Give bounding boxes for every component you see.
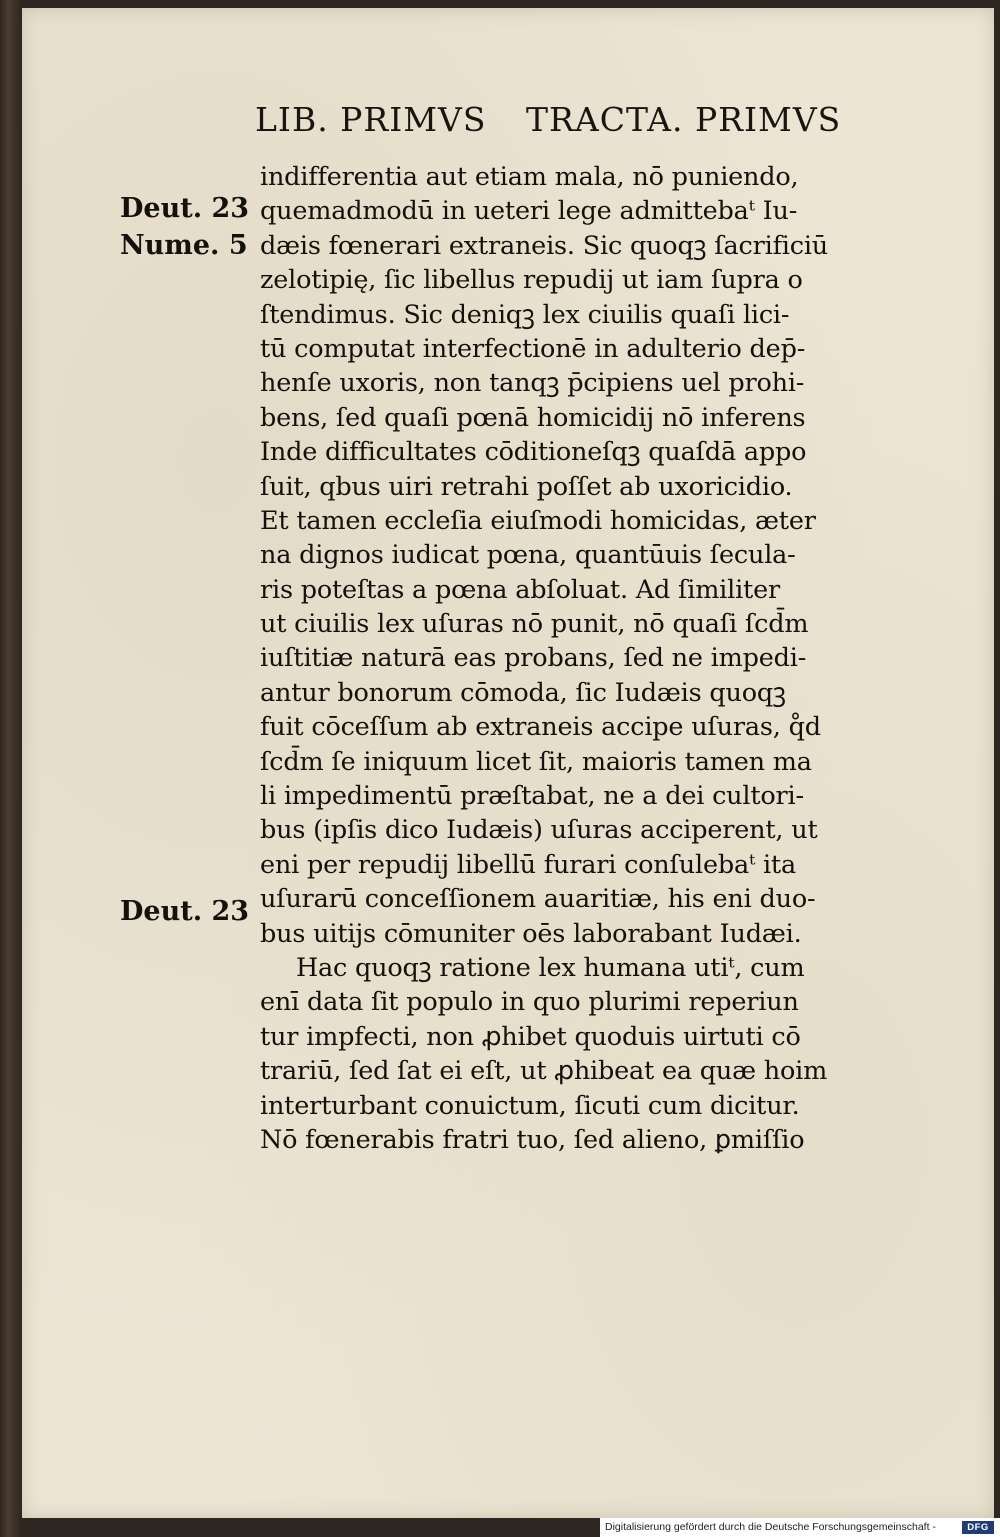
funding-credit: Digitalisierung gefördert durch die Deutsche Forschungsgemeinschaft - bbox=[605, 1521, 936, 1533]
text-line: Nō fœnerabis fratri tuo, ſed alieno, ꝑmiſſio bbox=[260, 1124, 805, 1155]
text-line: bus uitijs cōmuniter oēs laborabant Iudæi. bbox=[260, 918, 802, 949]
text-line: Inde difficultates cōditioneſqꝫ quaſdā appo bbox=[260, 437, 807, 468]
text-line: quemadmodū in ueteri lege admittebaᵗ Iu- bbox=[260, 196, 798, 227]
marginal-note: Deut. 23 bbox=[120, 896, 250, 927]
text-line: iuſtitiæ naturā eas probans, ſed ne impedi- bbox=[260, 643, 807, 674]
text-line: trariū, ſed ſat ei eſt, ut ꝓhibeat ea quæ hoim bbox=[260, 1056, 828, 1087]
text-line: eni per repudij libellū furari conſulebaᵗ ita bbox=[260, 849, 796, 880]
text-line: ſcd̄m ſe iniquum licet ſit, maioris tamen ma bbox=[260, 746, 812, 777]
text-line: fuit cōceſſum ab extraneis accipe uſuras, q̊d bbox=[260, 712, 821, 743]
dfg-logo-icon: DFG bbox=[962, 1521, 994, 1534]
running-head-right: TRACTA. PRIMVS bbox=[526, 100, 842, 139]
text-line: interturbant conuictum, ſicuti cum dicitur. bbox=[260, 1090, 800, 1121]
text-line: ut ciuilis lex uſuras nō punit, nō quaſi ſcd̄m bbox=[260, 609, 809, 640]
text-line: bus (ipſis dico Iudæis) uſuras acciperent, ut bbox=[260, 815, 818, 846]
text-line: zelotipię, ſic libellus repudij ut iam ſupra o bbox=[260, 265, 803, 296]
text-line: antur bonorum cōmoda, ſic Iudæis quoqꝫ bbox=[260, 677, 786, 708]
body-text bbox=[260, 160, 920, 1157]
text-line: Hac quoqꝫ ratione lex humana utiᵗ, cum bbox=[296, 952, 805, 983]
text-line: dæis fœnerari extraneis. Sic quoqꝫ ſacrificiū bbox=[260, 230, 829, 261]
text-line: uſurarū conceſſionem auaritiæ, his eni duo- bbox=[260, 884, 816, 915]
text-line: na dignos iudicat pœna, quantūuis ſecula- bbox=[260, 540, 796, 571]
text-line: ſtendimus. Sic deniqꝫ lex ciuilis quaſi lici- bbox=[260, 299, 790, 330]
marginal-note: Nume. 5 bbox=[120, 230, 248, 261]
running-head bbox=[255, 100, 905, 150]
marginal-note: Deut. 23 bbox=[120, 193, 250, 224]
text-line: enī data ſit populo in quo plurimi reperiun bbox=[260, 987, 799, 1018]
text-line: henſe uxoris, non tanqꝫ p̄cipiens uel prohi- bbox=[260, 368, 805, 399]
text-line: tū computat interfectionē in adulterio dep̄- bbox=[260, 333, 806, 364]
text-line: indifferentia aut etiam mala, nō puniendo, bbox=[260, 162, 799, 192]
text-line: li impedimentū præſtabat, ne a dei cultori- bbox=[260, 781, 804, 812]
text-line: bens, ſed quaſi pœnā homicidij nō inferens bbox=[260, 402, 806, 433]
text-line: tur impfecti, non ꝓhibet quoduis uirtuti cō bbox=[260, 1021, 801, 1052]
running-head-left: LIB. PRIMVS bbox=[255, 100, 487, 139]
text-line: Et tamen eccleſia eiuſmodi homicidas, æter bbox=[260, 505, 816, 536]
text-line: ris poteſtas a pœna abſoluat. Ad ſimiliter bbox=[260, 574, 780, 605]
text-line: ſuit, qbus uiri retrahi poſſet ab uxoricidio. bbox=[260, 471, 793, 502]
